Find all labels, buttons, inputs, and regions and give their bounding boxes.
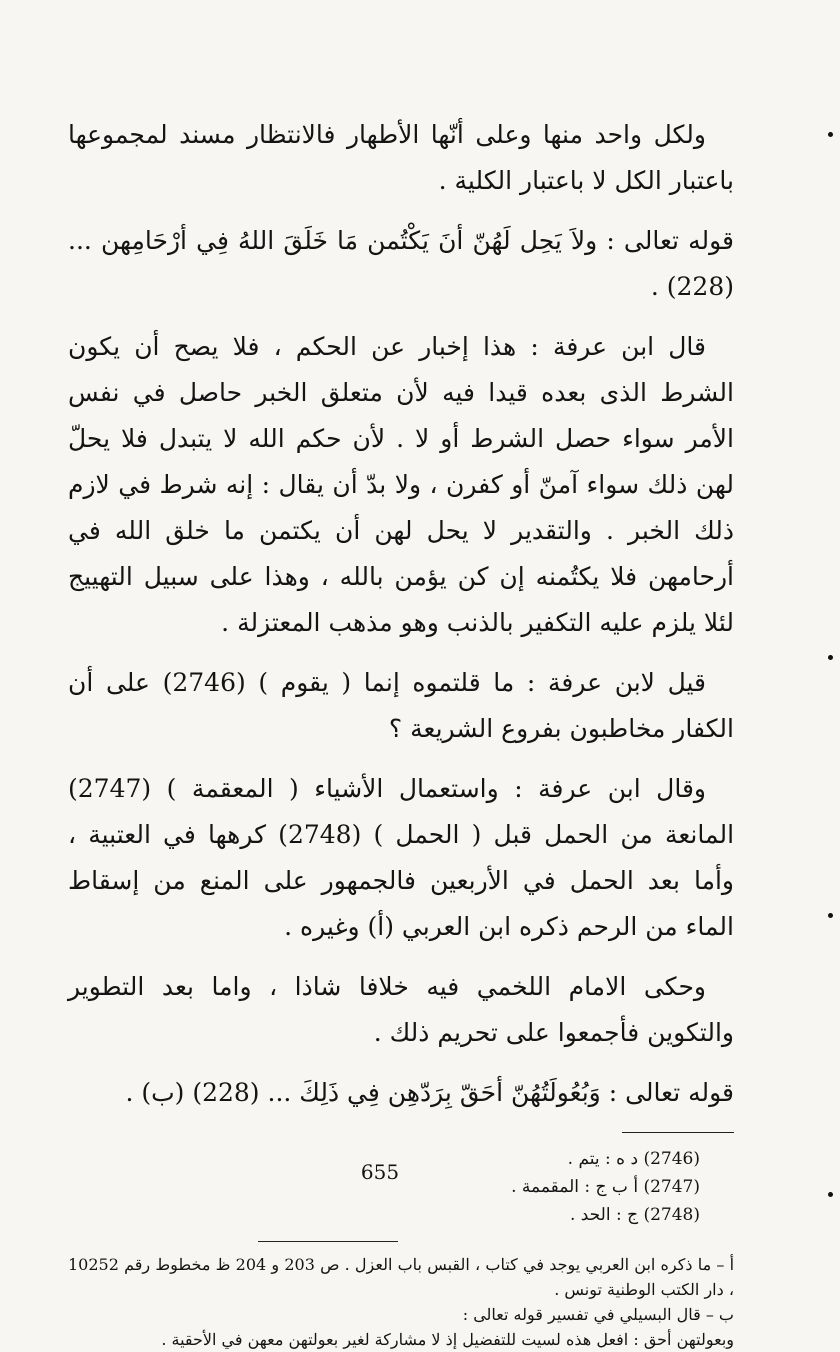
margin-mark xyxy=(828,913,833,918)
paragraph-2: قال ابن عرفة : هذا إخبار عن الحكم ، فلا يصح أن يكون الشرط الذى بعده قيدا فيه لأن متعلق الخبر حاصل في نفس الأمر سواء حصل الشرط أو لا . لأن حكم الله لا يتبدل فلا يحلّ لهن ذلك سواء آمنّ أو كفرن ، ولا بدّ أن يقال : إنه شرط في لازم ذلك الخبر . والتقدير لا يحل لهن أن يكتمن ما خلق الله في أرحامهن فلا يكتُمنه إن كن يؤمن بالله ، وهذا على سبيل التهييج لئلا يلزم عليه التكفير بالذنب وهو مذهب المعتزلة . xyxy=(68,332,734,637)
margin-mark xyxy=(828,1192,833,1197)
footnote-b-continued: وبعولتهن أحق : افعل هذه لسيت للتفضيل إذ لا مشاركة لغير بعولتهن معهن في الأحقية . xyxy=(161,1330,734,1349)
footnote-a: أ – ما ذكره ابن العربي يوجد في كتاب ، القبس باب العزل . ص 203 و 204 ظ مخطوط رقم 10252 ، دار الكتب الوطنية تونس . xyxy=(68,1255,735,1299)
paragraph-1: ولكل واحد منها وعلى أنّها الأطهار فالانتظار مسند لمجموعها باعتبار الكل لا باعتبار الكلية . xyxy=(68,120,734,195)
variant-note: (2747) أ ب ج : المقممة . xyxy=(511,1177,700,1197)
footnotes xyxy=(68,1252,734,1352)
variant-notes xyxy=(68,1145,734,1229)
page-body xyxy=(68,112,735,1349)
paragraph-3: قيل لابن عرفة : ما قلتموه إنما ( يقوم ) (2746) على أن الكفار مخاطبون بفروع الشريعة ؟ xyxy=(68,668,734,743)
footnotes-divider xyxy=(258,1241,398,1242)
notes-divider xyxy=(622,1132,734,1133)
margin-mark xyxy=(828,655,833,660)
footnote-b: ب – قال البسيلي في تفسير قوله تعالى : xyxy=(462,1305,734,1324)
variant-note: (2748) ج : الحد . xyxy=(569,1205,700,1225)
margin-mark xyxy=(828,132,833,137)
verse-heading-1: قوله تعالى : ولاَ يَحِل لَهُنّ أنَ يَكْتُمن مَا خَلَقَ اللهُ فِي أرْحَامِهن ... (228) . xyxy=(68,226,734,301)
page-number: 655 xyxy=(360,1160,400,1184)
paragraph-4: وقال ابن عرفة : واستعمال الأشياء ( المعقمة ) (2747) المانعة من الحمل قبل ( الحمل ) (2748) كرهها في العتبية ، وأما بعد الحمل في الأربعين فالجمهور على المنع من إسقاط الماء من الرحم ذكره ابن العربي (أ) وغيره . xyxy=(68,774,735,941)
verse-heading-2: قوله تعالى : وَبُعُولَتُهُنّ أحَقّ بِرَدّهِن فِي ذَلِكَ ... (228) (ب) . xyxy=(125,1078,734,1107)
paragraph-5: وحكى الامام اللخمي فيه خلافا شاذا ، واما بعد التطوير والتكوين فأجمعوا على تحريم ذلك . xyxy=(68,972,734,1047)
variant-note: (2746) د ه : يتم . xyxy=(567,1149,700,1169)
